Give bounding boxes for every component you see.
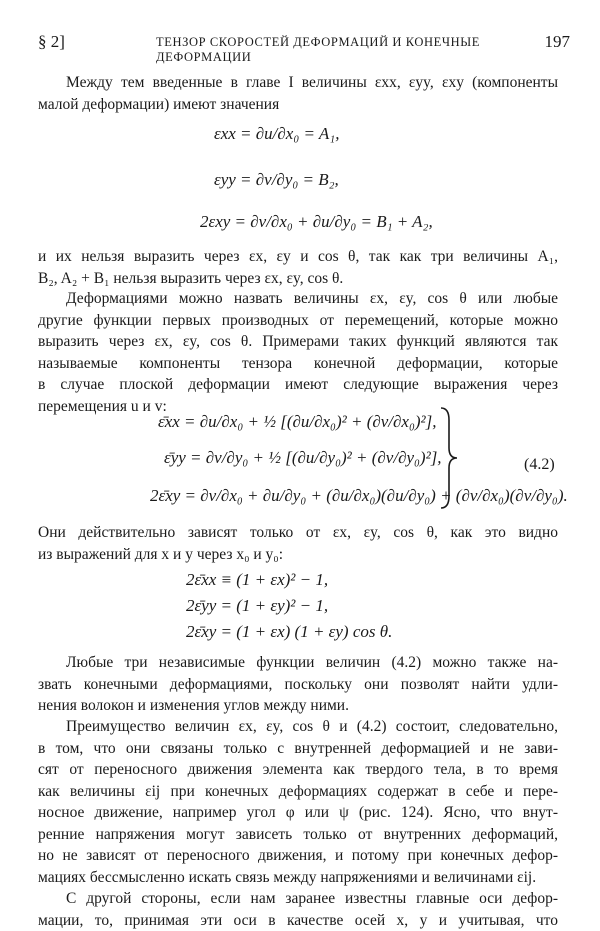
equation-finite-eyy: ε̄yy = ∂v/∂y₀ + ½ [(∂u/∂y₀)² + (∂v/∂y₀)²], — [164, 448, 442, 468]
text-line: носное движение, например угол φ или ψ (рис. 124). Ясно, что внут- — [38, 802, 558, 824]
equation-finite-exy: 2ε̄xy = ∂v/∂x₀ + ∂u/∂y₀ + (∂u/∂x₀)(∂u/∂y₀) + (∂v/∂x₀)(∂v/∂y₀). — [150, 486, 568, 506]
text-line: мации, то, принимая эти оси в качестве осей x, y и учитывая, что — [38, 910, 558, 931]
text-line: Любые три независимые функции величин (4.2) можно также на- — [38, 652, 558, 674]
equation-strain-xy: 2ε̄xy = (1 + εx) (1 + εy) cos θ. — [186, 622, 392, 642]
equation-exx: εxx = ∂u/∂x₀ = A₁, — [214, 124, 339, 144]
text-line: С другой стороны, если нам заранее известны главные оси дефор- — [38, 888, 558, 910]
text-line: называемые компоненты тензора конечной деформации, которые — [38, 353, 558, 375]
text-line: мациях бессмысленно искать связь между напряжениями и величинами εij. — [38, 867, 558, 889]
text-line: ренние напряжения могут зависеть только от внутренних деформаций, — [38, 824, 558, 846]
text-line: нения волокон и изменения углов между ними. — [38, 695, 558, 717]
section-marker: § 2] — [38, 32, 65, 52]
text-line: но не зависят от переносного движения, и потому при конечных дефор- — [38, 845, 558, 867]
paragraph-2 — [38, 246, 558, 289]
paragraph-1 — [38, 72, 558, 115]
paragraph-7 — [38, 888, 558, 931]
right-brace-icon — [438, 406, 460, 510]
equation-finite-exx: ε̄xx = ∂u/∂x₀ + ½ [(∂u/∂x₀)² + (∂v/∂x₀)²], — [158, 412, 437, 432]
equation-eyy: εyy = ∂v/∂y₀ = B₂, — [214, 170, 339, 190]
text-line: Преимущество величин εx, εy, cos θ и (4.2) состоит, следовательно, — [38, 716, 558, 738]
text-line: B₂, A₂ + B₁ нельзя выразить через εx, εy, cos θ. — [38, 268, 558, 290]
running-header — [38, 32, 570, 54]
text-line: Они действительно зависят только от εx, εy, cos θ, как это видно — [38, 522, 558, 544]
page-number: 197 — [545, 32, 571, 52]
running-title: ТЕНЗОР СКОРОСТЕЙ ДЕФОРМАЦИЙ И КОНЕЧНЫЕ ДЕФОРМАЦИИ — [156, 35, 570, 65]
text-line: как величины εij при конечных деформациях содержат в себе и пере- — [38, 781, 558, 803]
text-line: перемещения u и v: — [38, 396, 558, 418]
paragraph-5 — [38, 652, 558, 717]
text-line: другие функции первых производных от перемещений, которые можно — [38, 310, 558, 332]
text-line: выразить через εx, εy, cos θ. Примерами таких функций являются так — [38, 331, 558, 353]
equation-strain-yy: 2ε̄yy = (1 + εy)² − 1, — [186, 596, 328, 616]
paragraph-4 — [38, 522, 558, 565]
right-brace — [438, 406, 460, 510]
text-line: в том, что они связаны только с внутренней деформацией и не зави- — [38, 738, 558, 760]
equation-exy: 2εxy = ∂v/∂x₀ + ∂u/∂y₀ = B₁ + A₂, — [200, 212, 433, 232]
text-line: из выражений для x и y через x₀ и y₀: — [38, 544, 558, 566]
paragraph-3 — [38, 288, 558, 417]
text-line: и их нельзя выразить через εx, εy и cos θ, так как три величины A₁, — [38, 246, 558, 268]
text-line: Деформациями можно назвать величины εx, εy, cos θ или любые — [38, 288, 558, 310]
text-line: сят от переносного движения элемента как твердого тела, в то время — [38, 759, 558, 781]
text-line: в случае плоской деформации имеют следующие выражения через — [38, 374, 558, 396]
text-line: Между тем введенные в главе I величины εxx, εyy, εxy (компоненты — [38, 72, 558, 94]
equation-number: (4.2) — [524, 456, 555, 474]
paragraph-6 — [38, 716, 558, 888]
text-line: звать конечными деформациями, поскольку они позволят найти удли- — [38, 674, 558, 696]
equation-strain-xx: 2ε̄xx ≡ (1 + εx)² − 1, — [186, 570, 328, 590]
text-line: малой деформации) имеют значения — [38, 94, 558, 116]
